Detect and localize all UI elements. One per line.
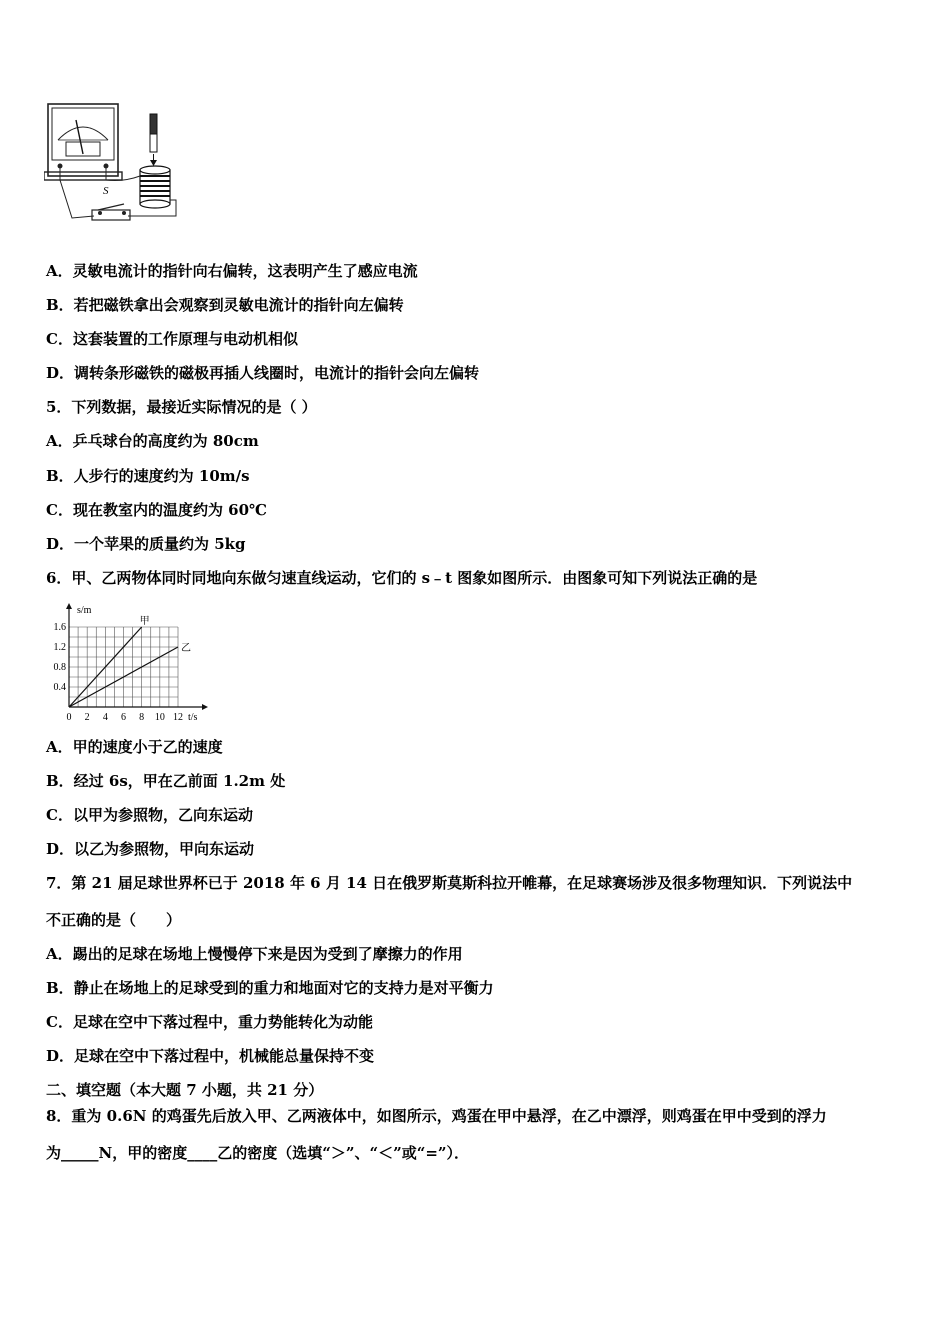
x-tick-label: 2 (84, 712, 90, 720)
q5-option-d: D．一个苹果的质量约为 5kg (46, 535, 246, 553)
x-tick-label: 10 (154, 712, 165, 720)
x-tick-label: 8 (139, 712, 145, 720)
q4-option-d: D．调转条形磁铁的磁极再插人线圈时，电流计的指针会向左偏转 (46, 364, 480, 382)
x-tick-label: 12 (173, 712, 183, 720)
q5-option-c: C．现在教室内的温度约为 60℃ (46, 501, 268, 519)
q7-option-b: B．静止在场地上的足球受到的重力和地面对它的支持力是对平衡力 (46, 979, 494, 997)
y-axis-label: s/m (77, 605, 92, 616)
x-tick-label: 4 (102, 712, 108, 720)
y-tick-label: 1.2 (53, 642, 66, 653)
q8-line2: 为_____N，甲的密度____乙的密度（选填“＞”、“＜”或“=”）． (46, 1144, 470, 1162)
x-tick-label: 6 (121, 712, 126, 720)
y-tick-label: 1.6 (53, 622, 66, 633)
st-graph (44, 598, 219, 720)
y-tick-label: 0.4 (53, 682, 66, 693)
x-axis-label: t/s (188, 712, 198, 720)
q7-option-a: A．踢出的足球在场地上慢慢停下来是因为受到了摩擦力的作用 (46, 945, 463, 963)
q7-stem-line1: 7．第 21 届足球世界杯已于 2018 年 6 月 14 日在俄罗斯莫斯科拉开帷幕，在足球赛场涉及很多物理知识．下列说法中 (46, 874, 853, 892)
y-tick-label: 0.8 (53, 662, 66, 673)
q5-option-b: B．人步行的速度约为 10m/s (46, 467, 250, 485)
series-label-jia: 甲 (139, 616, 150, 627)
q4-option-b: B．若把磁铁拿出会观察到灵敏电流计的指针向左偏转 (46, 296, 404, 314)
q6-option-b: B．经过 6s，甲在乙前面 1.2m 处 (46, 772, 286, 790)
switch-label: S (103, 185, 109, 197)
q6-stem: 6．甲、乙两物体同时同地向东做匀速直线运动，它们的 s﹣t 图象如图所示．由图象可知下列说法正确的是 (46, 569, 758, 587)
series-label-yi: 乙 (181, 643, 191, 654)
x-axis-arrow (202, 704, 208, 710)
q5-option-a: A．乒乓球台的高度约为 80cm (46, 432, 259, 450)
y-axis-arrow (66, 603, 72, 609)
galvanometer-coil-figure (44, 100, 194, 225)
q7-option-c: C．足球在空中下落过程中，重力势能转化为动能 (46, 1013, 373, 1031)
q5-stem: 5．下列数据，最接近实际情况的是（ ） (46, 398, 317, 416)
q4-option-c: C．这套装置的工作原理与电动机相似 (46, 330, 298, 348)
q7-stem-line2: 不正确的是（ ） (46, 911, 182, 929)
section-heading: 二、填空题（本大题 7 小题，共 21 分） (46, 1081, 324, 1099)
q7-option-d: D．足球在空中下落过程中，机械能总量保持不变 (46, 1047, 375, 1065)
q6-option-c: C．以甲为参照物，乙向东运动 (46, 806, 253, 824)
q8-line1: 8．重为 0.6N 的鸡蛋先后放入甲、乙两液体中，如图所示，鸡蛋在甲中悬浮，在乙中漂浮，则鸡蛋在甲中受到的浮力 (46, 1107, 827, 1125)
q6-option-a: A．甲的速度小于乙的速度 (46, 738, 223, 756)
x-tick-label: 0 (66, 712, 72, 720)
q4-option-a: A．灵敏电流计的指针向右偏转，这表明产生了感应电流 (46, 262, 418, 280)
q6-option-d: D．以乙为参照物，甲向东运动 (46, 840, 255, 858)
